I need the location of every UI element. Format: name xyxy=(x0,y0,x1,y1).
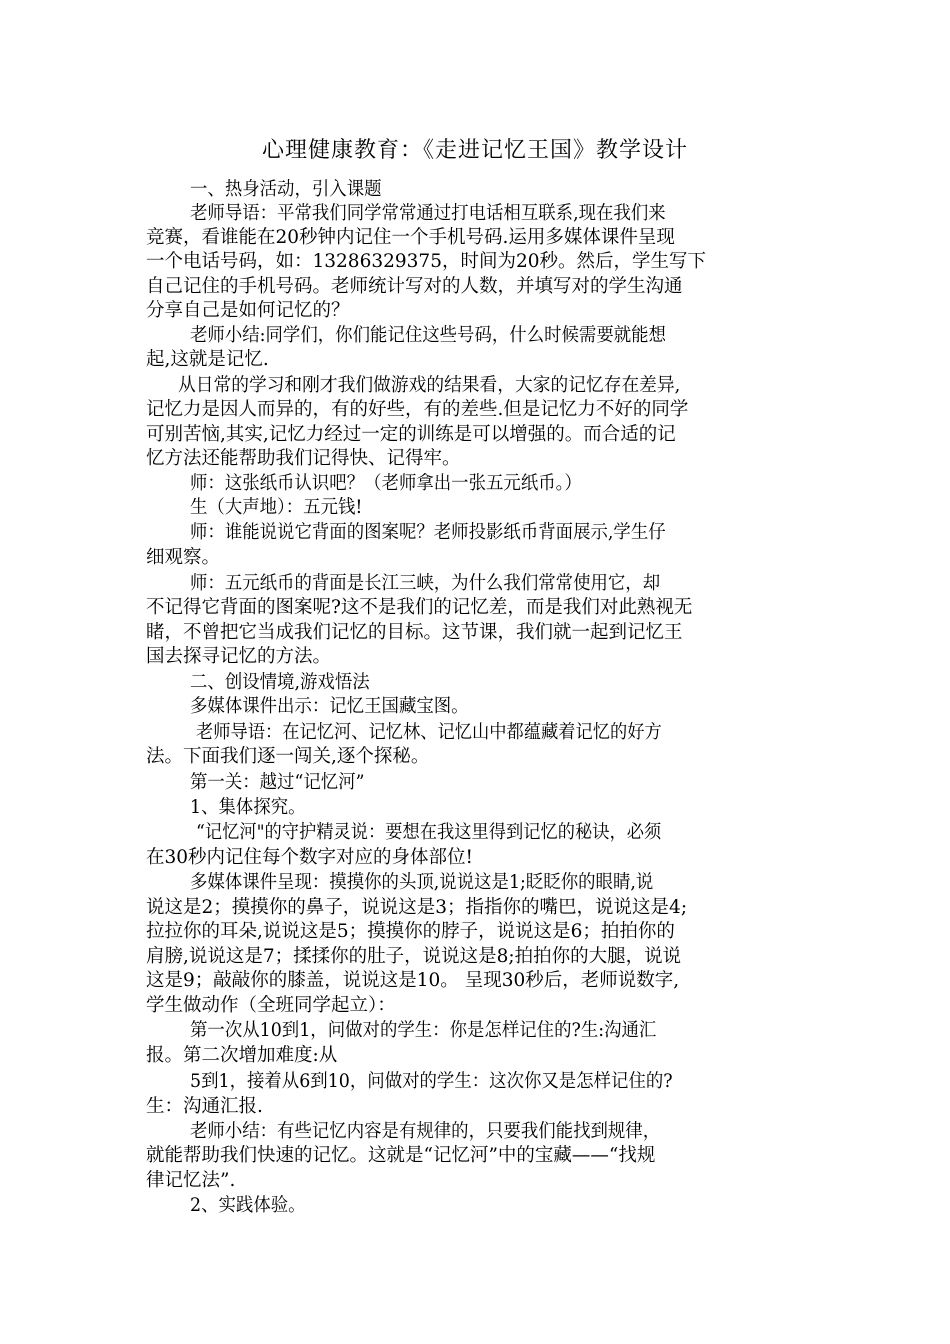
paragraph-line: 可别苦恼,其实,记忆力经过一定的训练是可以增强的。而合适的记 xyxy=(146,424,676,445)
paragraph-line: 肩膀,说说这是7；揉揉你的肚子，说说这是8;拍拍你的大腿，说说 xyxy=(146,946,682,967)
paragraph-line: 师：这张纸币认识吧？（老师拿出一张五元纸币。） xyxy=(190,473,582,494)
paragraph-line: 一个电话号码，如：13286329375，时间为20秒。然后，学生写下 xyxy=(146,251,707,272)
paragraph-line: 在30秒内记住每个数字对应的身体部位! xyxy=(146,847,473,868)
paragraph-line: 第一次从10到1，问做对的学生：你是怎样记住的?生:沟通汇 xyxy=(190,1020,657,1041)
paragraph-line: 多媒体课件出示：记忆王国藏宝图。 xyxy=(190,696,469,717)
subsection-heading: 第一关：越过“记忆河” xyxy=(190,772,365,793)
paragraph-line: 竞赛，看谁能在20秒钟内记住一个手机号码.运用多媒体课件呈现 xyxy=(146,227,675,248)
paragraph-line: “记忆河"的守护精灵说：要想在我这里得到记忆的秘诀，必须 xyxy=(196,822,662,843)
paragraph-line: 说这是2；摸摸你的鼻子，说说这是3；指指你的嘴巴，说说这是4; xyxy=(146,897,688,918)
paragraph-line: 生（大声地）：五元钱! xyxy=(190,497,363,518)
paragraph-line: 老师小结：有些记忆内容是有规律的，只要我们能找到规律， xyxy=(190,1121,661,1142)
paragraph-line: 老师导语：在记忆河、记忆林、记忆山中都蕴藏着记忆的好方 xyxy=(196,722,662,743)
paragraph-line: 睹，不曾把它当成我们记忆的目标。这节课，我们就一起到记忆王 xyxy=(146,622,683,643)
paragraph-line: 这是9；敲敲你的膝盖，说说这是10。 呈现30秒后，老师说数字, xyxy=(146,970,680,991)
paragraph-line: 5到1，接着从6到10，问做对的学生：这次你又是怎样记住的? xyxy=(190,1071,673,1092)
paragraph-line: 老师小结:同学们，你们能记住这些号码，什么时候需要就能想 xyxy=(190,325,667,346)
subsection-heading: 2、实践体验。 xyxy=(190,1195,306,1216)
paragraph-line: 不记得它背面的图案呢?这不是我们的记忆差，而是我们对此熟视无 xyxy=(146,597,693,618)
section-heading: 一、热身活动，引入课题 xyxy=(190,179,382,200)
paragraph-line: 生：沟通汇报. xyxy=(146,1096,263,1117)
paragraph-line: 国去探寻记忆的方法。 xyxy=(146,646,332,667)
paragraph-line: 多媒体课件呈现：摸摸你的头顶,说说这是1;眨眨你的眼睛,说 xyxy=(190,872,654,893)
paragraph-line: 从日常的学习和刚才我们做游戏的结果看，大家的记忆存在差异, xyxy=(178,375,681,396)
paragraph-line: 律记忆法”. xyxy=(146,1170,236,1191)
paragraph-line: 学生做动作（全班同学起立）： xyxy=(146,995,396,1016)
paragraph-line: 拉拉你的耳朵,说说这是5；摸摸你的脖子，说说这是6；拍拍你的 xyxy=(146,921,675,942)
paragraph-line: 分享自己是如何记忆的？ xyxy=(146,300,350,321)
paragraph-line: 自己记住的手机号码。老师统计写对的人数，并填写对的学生沟通 xyxy=(146,276,683,297)
paragraph-line: 1、集体探究。 xyxy=(190,797,306,818)
paragraph-line: 记忆力是因人而异的，有的好些，有的差些.但是记忆力不好的同学 xyxy=(146,399,689,420)
paragraph-line: 忆方法还能帮助我们记得快、记得牢。 xyxy=(146,448,461,469)
section-heading: 二、创设情境,游戏悟法 xyxy=(190,672,370,693)
paragraph-line: 报。第二次增加难度:从 xyxy=(146,1045,338,1066)
paragraph-line: 就能帮助我们快速的记忆。这就是“记忆河”中的宝藏——“找规 xyxy=(146,1145,656,1166)
paragraph-line: 师：谁能说说它背面的图案呢？老师投影纸币背面展示,学生仔 xyxy=(190,522,666,543)
paragraph-line: 起,这就是记忆. xyxy=(146,349,269,370)
paragraph-line: 师：五元纸币的背面是长江三峡，为什么我们常常使用它，却 xyxy=(190,573,661,594)
paragraph-line: 法。下面我们逐一闯关,逐个探秘。 xyxy=(146,746,430,767)
document-title: 心理健康教育：《走进记忆王国》教学设计 xyxy=(261,138,688,163)
paragraph-line: 细观察。 xyxy=(146,547,221,568)
paragraph-line: 老师导语：平常我们同学常常通过打电话相互联系,现在我们来 xyxy=(190,203,666,224)
